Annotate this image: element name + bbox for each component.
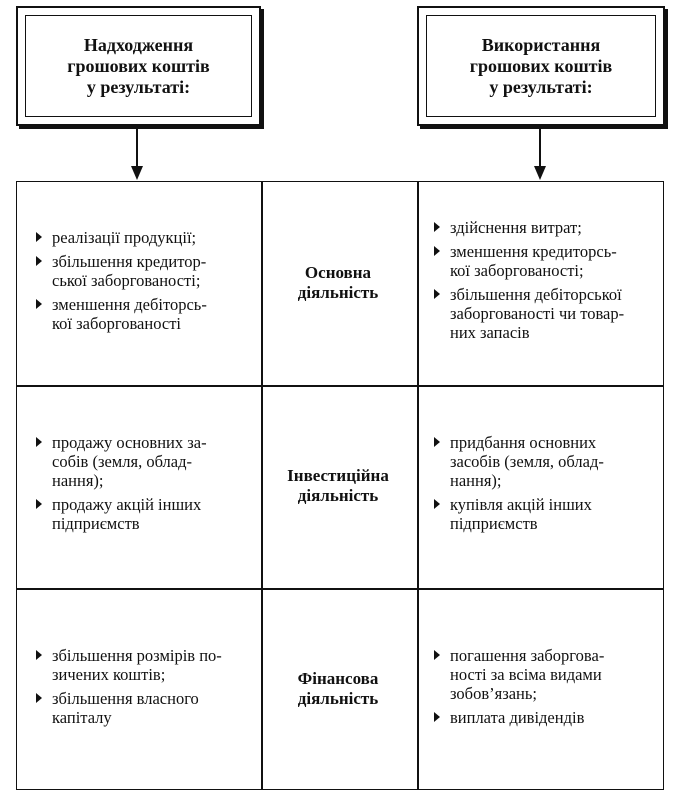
inflows-item-text: [52, 228, 252, 247]
row-3-activity-cell: [260, 587, 416, 790]
inflows-item-line: ської заборгованості;: [52, 270, 201, 290]
outflows-arrow-line: [539, 124, 541, 168]
bullet-icon: [36, 299, 42, 309]
outflows-item: [430, 218, 656, 237]
bullet-icon: [36, 232, 42, 242]
inflows-item-line: підприємств: [52, 514, 140, 533]
bullet-icon: [36, 693, 42, 703]
inflows-header-line-1: Надходження: [83, 34, 194, 55]
inflows-item-text: [52, 295, 252, 333]
bullet-icon: [36, 256, 42, 266]
inflows-header-title: [67, 35, 209, 98]
outflows-item-line: заборгованості чи товар-: [450, 304, 625, 323]
outflows-header-title: [470, 35, 612, 98]
inflows-header-box: [16, 6, 261, 126]
inflows-item: [32, 433, 252, 490]
inflows-item-line: реалізації продукції;: [52, 227, 197, 247]
inflows-item-line: продажу акцій інших: [52, 495, 202, 514]
inflows-item: [32, 252, 252, 290]
inflows-item-line: зичених коштів;: [52, 664, 166, 684]
activity-type-label-line: Інвестиційна: [287, 465, 389, 485]
outflows-item-line: зменшення кредиторсь-: [450, 242, 617, 261]
row-3-outflows-cell: [416, 587, 664, 790]
activity-type-label: [298, 669, 379, 709]
activity-type-label-line: діяльність: [297, 282, 379, 302]
inflows-list: [32, 433, 252, 538]
outflows-item-text: [450, 433, 656, 490]
inflows-arrow-line: [136, 124, 138, 168]
row-2-outflows-cell: [416, 384, 664, 587]
bullet-icon: [36, 437, 42, 447]
inflows-header-line-3: у результаті:: [86, 76, 191, 97]
bullet-icon: [36, 499, 42, 509]
outflows-header-inner-frame: [426, 15, 656, 117]
outflows-item-text: [450, 285, 656, 342]
inflows-item: [32, 495, 252, 533]
activity-type-label-line: Основна: [304, 262, 372, 282]
outflows-item-text: [450, 495, 656, 533]
outflows-item: [430, 708, 656, 727]
outflows-list: [430, 646, 656, 732]
inflows-item-line: нання);: [52, 471, 104, 490]
activity-type-label-line: діяльність: [297, 688, 379, 708]
inflows-item-text: [52, 689, 252, 727]
bullet-icon: [36, 650, 42, 660]
bullet-icon: [434, 499, 440, 509]
inflows-list: [32, 228, 252, 338]
outflows-header-line-3: у результаті:: [489, 76, 593, 97]
inflows-item-line: збільшення власного: [52, 688, 199, 708]
activity-type-label-line: діяльність: [297, 485, 379, 505]
bullet-icon: [434, 650, 440, 660]
outflows-item-line: нання);: [450, 471, 502, 490]
outflows-item-line: збільшення дебіторської: [450, 285, 622, 304]
inflows-item: [32, 646, 252, 684]
inflows-item: [32, 295, 252, 333]
inflows-item: [32, 228, 252, 247]
outflows-item-line: засобів (земля, облад-: [450, 452, 604, 471]
outflows-item-line: придбання основних: [450, 433, 597, 452]
row-1-activity-cell: [260, 181, 416, 384]
outflows-item-text: [450, 646, 656, 703]
row-1-outflows-cell: [416, 181, 664, 384]
outflows-item-line: них запасів: [450, 323, 530, 342]
outflows-item-text: [450, 708, 656, 727]
outflows-item-text: [450, 242, 656, 280]
inflows-item-text: [52, 252, 252, 290]
row-1-inflows-cell: [16, 181, 260, 384]
inflows-header-inner-frame: [25, 15, 252, 117]
activity-type-label: [298, 263, 378, 303]
outflows-item-line: погашення заборгова-: [450, 645, 605, 665]
row-2-activity-cell: [260, 384, 416, 587]
outflows-item-line: виплата дивідендів: [450, 707, 585, 727]
outflows-item: [430, 433, 656, 490]
inflows-item-line: зменшення дебіторсь-: [52, 294, 207, 314]
outflows-item-line: купівля акцій інших: [450, 495, 592, 514]
outflows-item-line: кої заборгованості;: [450, 261, 584, 280]
outflows-item-text: [450, 218, 656, 237]
inflows-item-text: [52, 433, 252, 490]
bullet-icon: [434, 437, 440, 447]
inflows-list: [32, 646, 252, 732]
inflows-item-line: збільшення розмірів по-: [52, 645, 222, 665]
inflows-item-line: продажу основних за-: [52, 433, 207, 452]
outflows-item: [430, 495, 656, 533]
bullet-icon: [434, 246, 440, 256]
outflows-item-line: ності за всіма видами: [450, 664, 602, 684]
bullet-icon: [434, 289, 440, 299]
inflows-item-text: [52, 646, 252, 684]
inflows-header-line-2: грошових коштів: [67, 55, 210, 76]
outflows-header-box: [417, 6, 665, 126]
activity-type-label-line: Фінансова: [297, 668, 379, 688]
activity-type-label: [287, 466, 389, 506]
bullet-icon: [434, 222, 440, 232]
inflows-item-line: собів (земля, облад-: [52, 452, 193, 471]
inflows-item-text: [52, 495, 252, 533]
outflows-item-line: підприємств: [450, 514, 538, 533]
inflows-item-line: кої заборгованості: [52, 313, 181, 333]
bullet-icon: [434, 712, 440, 722]
outflows-item-line: зобов’язань;: [450, 683, 537, 703]
outflows-item: [430, 285, 656, 342]
inflows-item-line: збільшення кредитор-: [52, 251, 207, 271]
outflows-item: [430, 646, 656, 703]
outflows-list: [430, 433, 656, 538]
outflows-header-line-2: грошових коштів: [469, 55, 613, 76]
outflows-list: [430, 218, 656, 347]
inflows-item: [32, 689, 252, 727]
row-3-inflows-cell: [16, 587, 260, 790]
outflows-arrow-head: [534, 166, 546, 180]
outflows-header-line-1: Використання: [481, 34, 601, 55]
inflows-item-line: капіталу: [52, 707, 112, 727]
outflows-item-line: здійснення витрат;: [450, 218, 582, 237]
row-2-inflows-cell: [16, 384, 260, 587]
outflows-item: [430, 242, 656, 280]
inflows-arrow-head: [131, 166, 143, 180]
